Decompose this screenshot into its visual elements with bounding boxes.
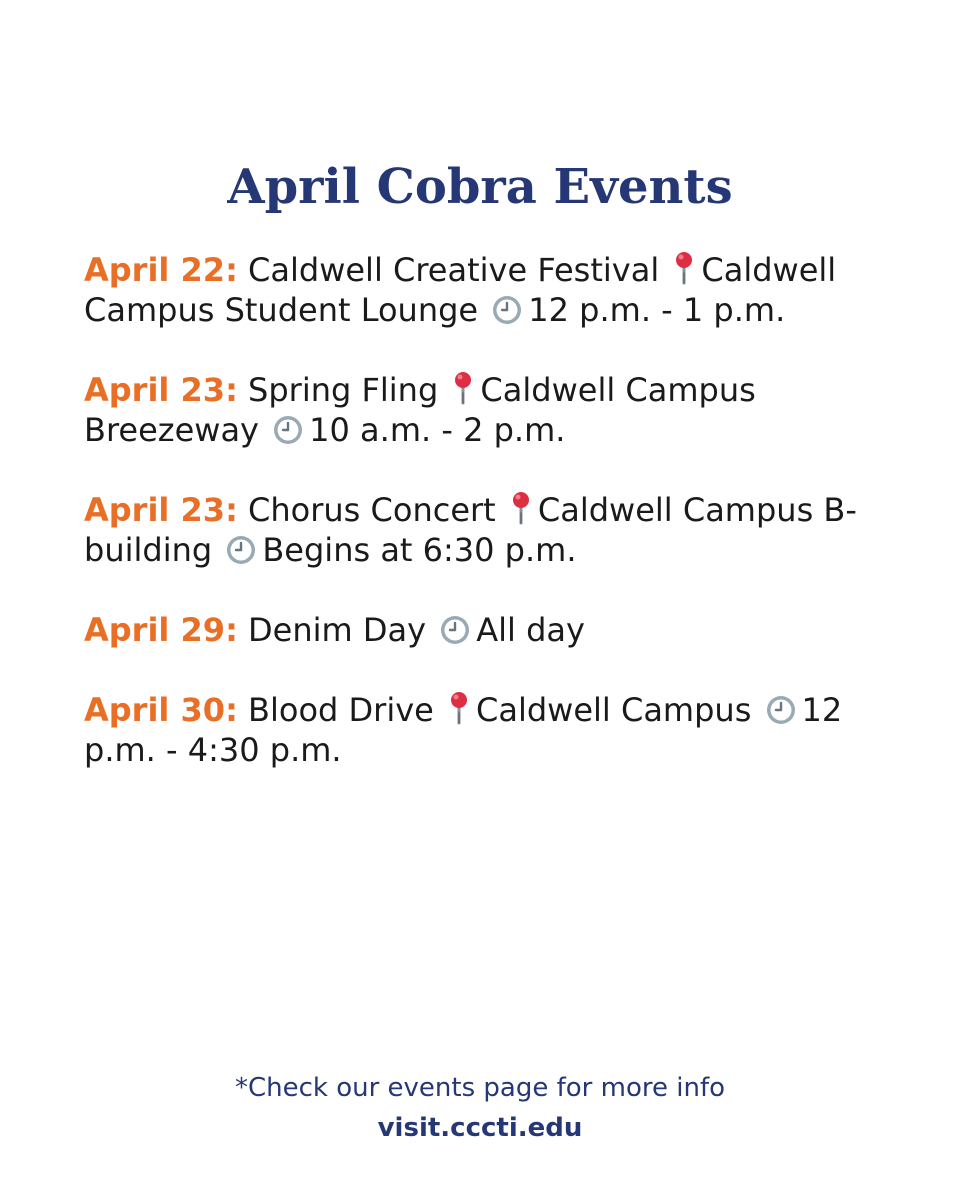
clock-icon — [226, 535, 256, 565]
page-title: April Cobra Events — [227, 159, 733, 215]
event-time: 10 a.m. - 2 p.m. — [309, 411, 566, 449]
event-time: All day — [476, 611, 585, 649]
event-location: Caldwell Campus Student Lounge — [84, 251, 837, 329]
round-pushpin-icon — [452, 371, 474, 405]
event-time: 12 p.m. - 1 p.m. — [528, 291, 786, 329]
event-item — [84, 490, 884, 570]
footer-note: *Check our events page for more info — [234, 1073, 726, 1103]
events-list — [84, 250, 884, 810]
event-item — [84, 690, 884, 770]
clock-icon — [273, 415, 303, 445]
event-date: April 22: — [84, 251, 238, 289]
event-name: Spring Fling — [248, 371, 439, 409]
round-pushpin-icon — [448, 691, 470, 725]
event-name: Blood Drive — [248, 691, 434, 729]
round-pushpin-icon — [673, 251, 695, 285]
event-date: April 29: — [84, 611, 238, 649]
event-name: Chorus Concert — [248, 491, 496, 529]
round-pushpin-icon — [510, 491, 532, 525]
event-location: Caldwell Campus B-building — [84, 491, 857, 569]
event-time: Begins at 6:30 p.m. — [262, 531, 577, 569]
event-date: April 23: — [84, 371, 238, 409]
event-date: April 30: — [84, 691, 238, 729]
event-item — [84, 370, 884, 450]
event-time: 12 p.m. - 4:30 p.m. — [84, 691, 843, 769]
event-location: Caldwell Campus Breezeway — [84, 371, 756, 449]
event-name: Denim Day — [248, 611, 427, 649]
clock-icon — [440, 615, 470, 645]
event-item — [84, 250, 884, 330]
footer — [0, 1068, 960, 1148]
event-name: Caldwell Creative Festival — [248, 251, 660, 289]
clock-icon — [492, 295, 522, 325]
event-date: April 23: — [84, 491, 238, 529]
event-item — [84, 610, 884, 650]
website-link[interactable]: visit.cccti.edu — [377, 1113, 583, 1143]
event-location: Caldwell Campus — [476, 691, 752, 729]
clock-icon — [766, 695, 796, 725]
